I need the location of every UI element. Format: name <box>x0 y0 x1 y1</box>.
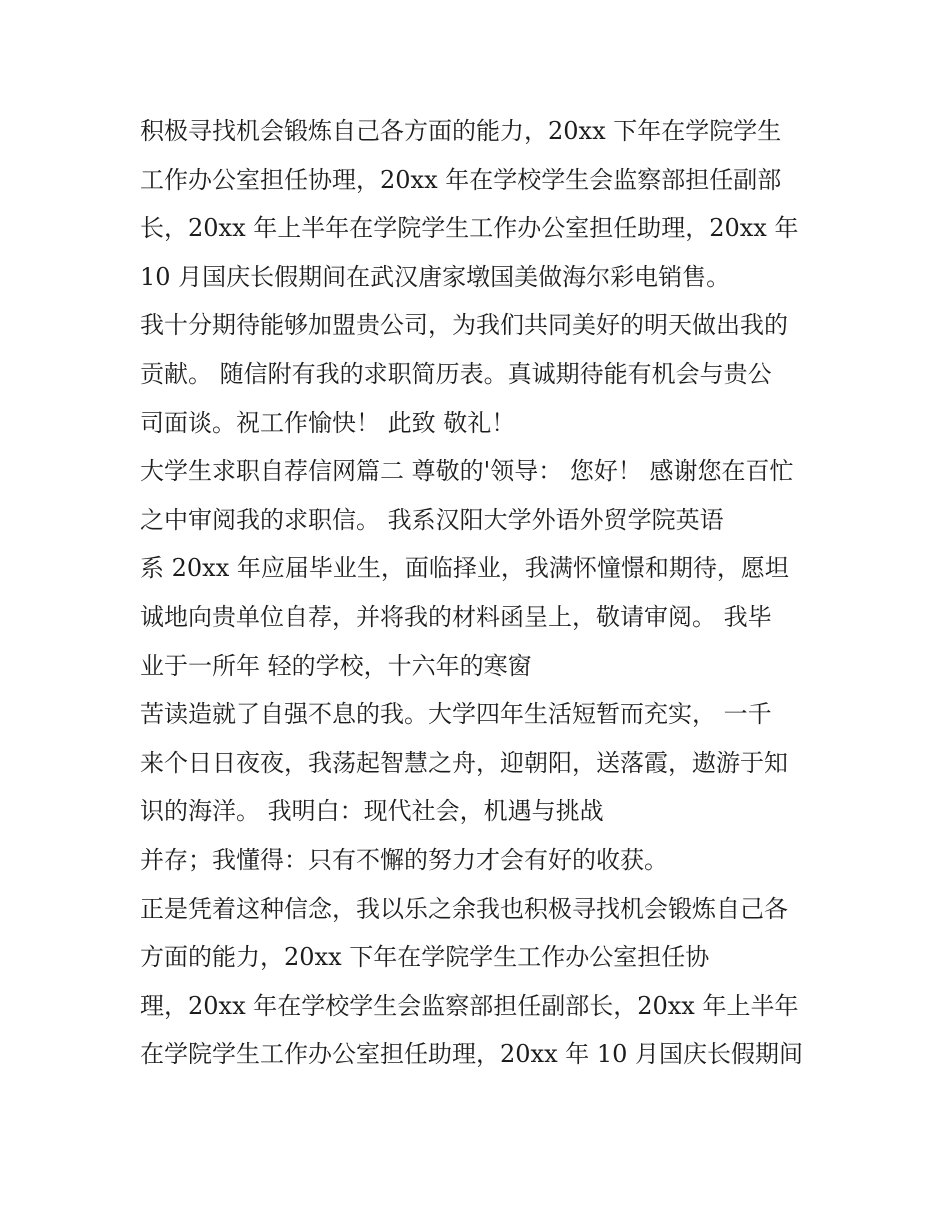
text-line: 贡献。 随信附有我的求职简历表。真诚期待能有机会与贵公 <box>140 359 772 388</box>
text-line: 工作办公室担任协理，20xx 年在学校学生会监察部担任副部 <box>140 165 782 194</box>
text-line: 方面的能力，20xx 下年在学院学生工作办公室担任协 <box>140 943 710 972</box>
body-text <box>140 107 830 1079</box>
text-line: 我十分期待能够加盟贵公司，为我们共同美好的明天做出我的 <box>140 311 788 340</box>
text-line: 识的海洋。 我明白：现代社会，机遇与挑战 <box>140 797 604 826</box>
text-line: 积极寻找机会锻炼自己各方面的能力，20xx 下年在学院学生 <box>140 117 782 145</box>
text-line: 业于一所年 轻的学校，十六年的寒窗 <box>140 651 532 680</box>
text-line: 系 20xx 年应届毕业生，面临择业，我满怀憧憬和期待，愿坦 <box>140 554 789 583</box>
text-line: 并存；我懂得：只有不懈的努力才会有好的收获。 <box>140 845 668 874</box>
section-heading-line: 大学生求职自荐信网篇二 尊敬的'领导： 您好！ 感谢您在百忙 <box>140 457 794 486</box>
text-line: 苦读造就了自强不息的我。大学四年生活短暂而充实， 一千 <box>140 700 772 729</box>
text-line: 理，20xx 年在学校学生会监察部担任副部长，20xx 年上半年 <box>140 991 799 1020</box>
text-line: 诚地向贵单位自荐，并将我的材料函呈上，敬请审阅。 我毕 <box>140 602 772 631</box>
text-line: 司面谈。祝工作愉快！ 此致 敬礼！ <box>140 408 516 437</box>
text-line: 正是凭着这种信念，我以乐之余我也积极寻找机会锻炼自己各 <box>140 894 788 923</box>
text-line: 在学院学生工作办公室担任助理，20xx 年 10 月国庆长假期间 <box>140 1040 804 1069</box>
text-line: 来个日日夜夜，我荡起智慧之舟，迎朝阳，送落霞，遨游于知 <box>140 748 788 777</box>
text-line: 之中审阅我的求职信。 我系汉阳大学外语外贸学院英语 <box>140 505 724 534</box>
text-line: 10 月国庆长假期间在武汉唐家墩国美做海尔彩电销售。 <box>140 262 731 291</box>
text-line: 长，20xx 年上半年在学院学生工作办公室担任助理，20xx 年 <box>140 214 799 243</box>
